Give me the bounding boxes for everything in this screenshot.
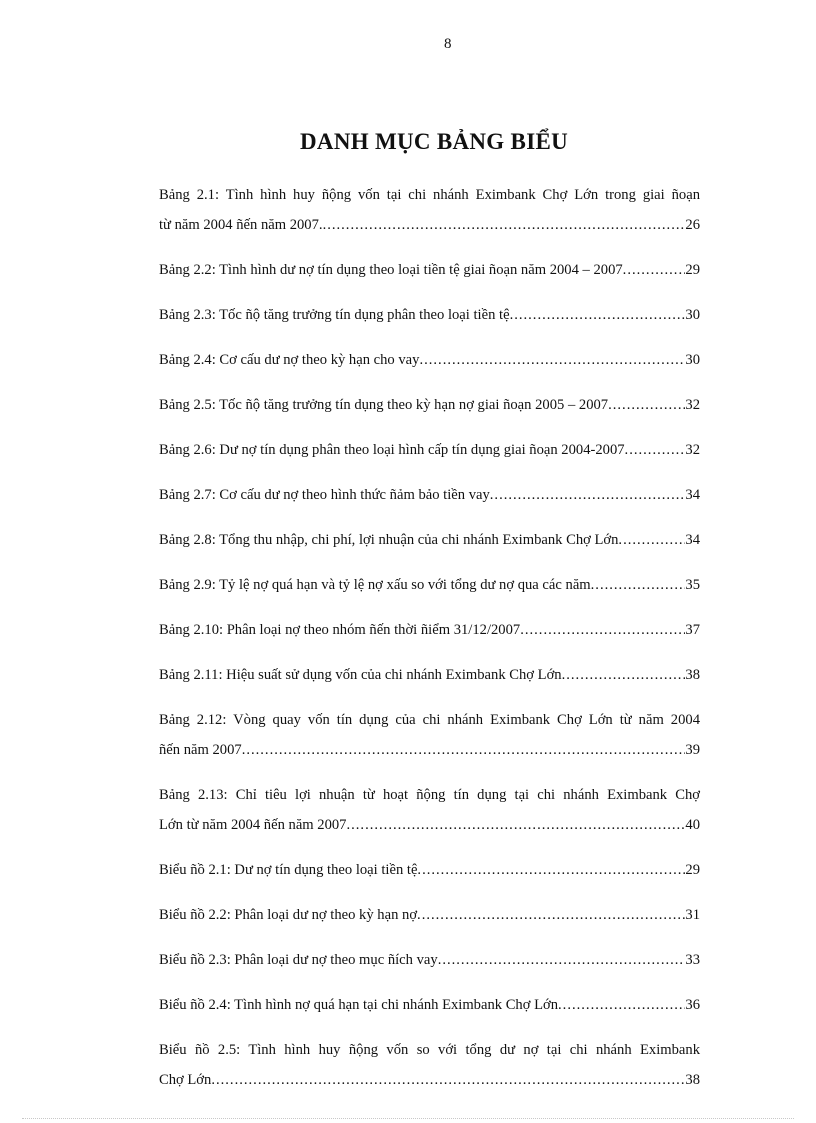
toc-line xyxy=(159,1035,700,1065)
toc-line xyxy=(159,810,700,840)
toc-line xyxy=(159,735,700,765)
toc-line xyxy=(159,480,700,510)
toc-entry xyxy=(159,180,700,240)
toc-entry-text: Biểu ñồ 2.5: Tình hình huy ñộng vốn so với tổng dư nợ tại chi nhánh Eximbank xyxy=(159,1042,700,1058)
toc-page-number: 37 xyxy=(685,622,700,638)
toc-entry-text: Bảng 2.4: Cơ cấu dư nợ theo kỳ hạn cho vay xyxy=(159,352,420,368)
toc-entry xyxy=(159,345,700,375)
toc-line xyxy=(159,660,700,690)
toc-line xyxy=(159,990,700,1020)
dot-leader xyxy=(608,390,685,420)
toc-entry xyxy=(159,300,700,330)
dot-leader xyxy=(520,615,685,645)
toc-entry-text: Bảng 2.11: Hiệu suất sử dụng vốn của chi nhánh Eximbank Chợ Lớn xyxy=(159,667,562,683)
dot-leader xyxy=(510,300,686,330)
toc-line xyxy=(159,855,700,885)
toc-entry-text: Lớn từ năm 2004 ñến năm 2007 xyxy=(159,817,347,833)
dot-leader xyxy=(623,255,686,285)
dot-leader xyxy=(558,990,685,1020)
toc-entry-text: ñến năm 2007 xyxy=(159,742,242,758)
toc-line xyxy=(159,615,700,645)
toc-entry-text: Bảng 2.6: Dư nợ tín dụng phân theo loại hình cấp tín dụng giai ñoạn 2004-2007 xyxy=(159,442,625,458)
toc-entry xyxy=(159,705,700,765)
dot-leader xyxy=(323,210,686,240)
toc-entry-text: Bảng 2.3: Tốc ñộ tăng trưởng tín dụng phân theo loại tiền tệ xyxy=(159,307,510,323)
dot-leader xyxy=(346,810,685,840)
toc-page-number: 40 xyxy=(685,817,700,833)
toc-entry-text: Bảng 2.10: Phân loại nợ theo nhóm ñến thời ñiểm 31/12/2007 xyxy=(159,622,521,638)
toc-entry xyxy=(159,780,700,840)
toc-line xyxy=(159,210,700,240)
toc-line xyxy=(159,435,700,465)
dot-leader xyxy=(591,570,686,600)
toc-line xyxy=(159,180,700,210)
toc-entry xyxy=(159,570,700,600)
toc-entry-text: Biểu ñồ 2.1: Dư nợ tín dụng theo loại tiền tệ xyxy=(159,862,418,878)
toc-entry-text: từ năm 2004 ñến năm 2007. xyxy=(159,217,323,233)
toc-entry xyxy=(159,435,700,465)
toc-page-number: 34 xyxy=(685,532,700,548)
toc-entry xyxy=(159,855,700,885)
dot-leader xyxy=(562,660,686,690)
toc-entry xyxy=(159,1035,700,1095)
toc-page-number: 26 xyxy=(685,217,700,233)
toc-entry-text: Bảng 2.12: Vòng quay vốn tín dụng của chi nhánh Eximbank Chợ Lớn từ năm 2004 xyxy=(159,712,700,728)
toc-line xyxy=(159,570,700,600)
toc-page-number: 33 xyxy=(685,952,700,968)
toc-page-number: 39 xyxy=(685,742,700,758)
dot-leader xyxy=(419,345,685,375)
toc-line xyxy=(159,345,700,375)
dot-leader xyxy=(618,525,685,555)
toc-entry-text: Bảng 2.7: Cơ cấu dư nợ theo hình thức ñảm bảo tiền vay xyxy=(159,487,490,503)
toc-entry-text: Bảng 2.2: Tình hình dư nợ tín dụng theo loại tiền tệ giai ñoạn năm 2004 – 2007 xyxy=(159,262,623,278)
page-number: 8 xyxy=(444,36,452,52)
toc-entry xyxy=(159,945,700,975)
toc-line xyxy=(159,705,700,735)
toc-entry-text: Biểu ñồ 2.3: Phân loại dư nợ theo mục ñích vay xyxy=(159,952,438,968)
toc-entry-text: Bảng 2.5: Tốc ñộ tăng trưởng tín dụng theo kỳ hạn nợ giai ñoạn 2005 – 2007 xyxy=(159,397,609,413)
toc-line xyxy=(159,390,700,420)
dot-leader xyxy=(417,900,685,930)
toc-entry xyxy=(159,900,700,930)
toc-entry-text: Bảng 2.1: Tình hình huy ñộng vốn tại chi nhánh Eximbank Chợ Lớn trong giai ñoạn xyxy=(159,187,700,203)
toc-page-number: 35 xyxy=(685,577,700,593)
toc-entry xyxy=(159,390,700,420)
toc-page-number: 34 xyxy=(685,487,700,503)
toc-entry xyxy=(159,525,700,555)
toc-line xyxy=(159,525,700,555)
toc-entry-text: Chợ Lớn xyxy=(159,1072,212,1088)
toc-line xyxy=(159,900,700,930)
toc-line xyxy=(159,255,700,285)
toc-entry xyxy=(159,615,700,645)
toc-entry xyxy=(159,990,700,1020)
toc-page-number: 36 xyxy=(685,997,700,1013)
toc-entry-text: Bảng 2.9: Tỷ lệ nợ quá hạn và tỷ lệ nợ xấu so với tổng dư nợ qua các năm xyxy=(159,577,591,593)
toc-page-number: 38 xyxy=(685,667,700,683)
dot-leader xyxy=(211,1065,685,1095)
toc-line xyxy=(159,780,700,810)
page-bottom-rule xyxy=(22,1118,794,1119)
dot-leader xyxy=(625,435,686,465)
toc-entry-text: Bảng 2.13: Chỉ tiêu lợi nhuận từ hoạt ñộng tín dụng tại chi nhánh Eximbank Chợ xyxy=(159,787,700,803)
dot-leader xyxy=(417,855,685,885)
page-title: DANH MỤC BẢNG BIỂU xyxy=(300,129,568,154)
toc-entry xyxy=(159,255,700,285)
toc-entry xyxy=(159,660,700,690)
dot-leader xyxy=(438,945,686,975)
toc-page-number: 32 xyxy=(685,397,700,413)
toc-line xyxy=(159,300,700,330)
toc-page-number: 30 xyxy=(685,307,700,323)
toc-entry-text: Biểu ñồ 2.4: Tình hình nợ quá hạn tại chi nhánh Eximbank Chợ Lớn xyxy=(159,997,559,1013)
dot-leader xyxy=(242,735,686,765)
table-of-contents xyxy=(159,180,700,1110)
toc-entry-text: Biểu ñồ 2.2: Phân loại dư nợ theo kỳ hạn nợ xyxy=(159,907,418,923)
toc-entry-text: Bảng 2.8: Tổng thu nhập, chi phí, lợi nhuận của chi nhánh Eximbank Chợ Lớn xyxy=(159,532,619,548)
toc-entry xyxy=(159,480,700,510)
toc-line xyxy=(159,1065,700,1095)
toc-page-number: 38 xyxy=(685,1072,700,1088)
toc-page-number: 30 xyxy=(685,352,700,368)
toc-page-number: 29 xyxy=(685,262,700,278)
toc-line xyxy=(159,945,700,975)
toc-page-number: 31 xyxy=(685,907,700,923)
toc-page-number: 29 xyxy=(685,862,700,878)
toc-page-number: 32 xyxy=(685,442,700,458)
dot-leader xyxy=(490,480,686,510)
